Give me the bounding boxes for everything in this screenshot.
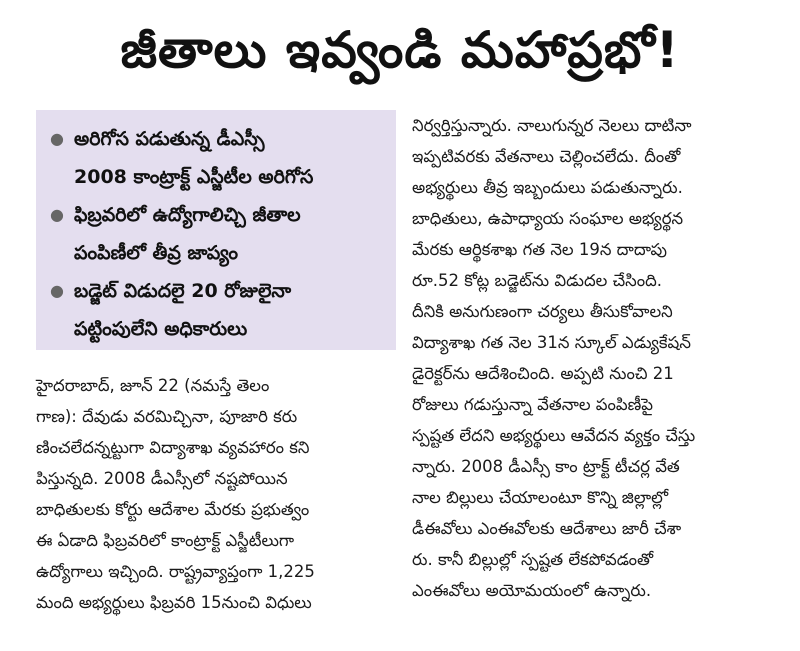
headline: జీతాలు ఇవ్వండి మహాప్రభో! [120,21,680,79]
article-body-left: హైదరాబాద్, జూన్ 22 (నమస్తే తెలం గాణ): దేవుడు వరమిచ్చినా, పూజారి కరు ణించలేదన్నట్టుగా విద్యాశాఖ వ్యవహారం కని పిస్తున్నది. 2008 డీఎస్సీలో నష్టపోయిన బాధితులకు కోర్టు ఆదేశాల మేరకు ప్రభుత్వం ఈ ఏడాది ఫిబ్రవరిలో కాంట్రాక్ట్ ఎస్జీటీలుగా ఉద్యోగాలు ఇచ్చింది. రాష్ట్రవ్యాప్తంగా 1,225 మంది అభ్యర్థులు ఫిబ్రవరి 15నుంచి విధులు [36,376,315,612]
right-column [412,110,776,606]
highlight-item [50,272,386,348]
highlight-text: బడ్జెట్ విడుదలై 20 రోజులైనా పట్టింపులేని అధికారులు [74,280,292,340]
left-column [36,110,396,618]
bullet-dot-icon: ● [50,129,64,148]
highlight-text: ఫిబ్రవరిలో ఉద్యోగాలిచ్చి జీతాల పంపిణీలో తీవ్ర జాప్యం [74,204,301,264]
article-body-right: నిర్వర్తిస్తున్నారు. నాలుగున్నర నెలలు దాటినా ఇప్పటివరకు వేతనాలు చెల్లించలేదు. దీంతో అభ్యర్థులు తీవ్ర ఇబ్బందులు పడుతున్నారు. బాధితులు, ఉపాధ్యాయ సంఘాల అభ్యర్థన మేరకు ఆర్థికశాఖ గత నెల 19న దాదాపు రూ.52 కోట్ల బడ్జెట్‌ను విడుదల చేసింది. దీనికి అనుగుణంగా చర్యలు తీసుకోవాలని విద్యాశాఖ గత నెల 31న స్కూల్ ఎడ్యుకేషన్ డైరెక్టర్‌ను ఆదేశించింది. అప్పటి నుంచి 21 రోజులు గడుస్తున్నా వేతనాల పంపిణీపై స్పష్టత లేదని అభ్యర్థులు ఆవేదన వ్యక్తం చేస్తు న్నారు. 2008 డీఎస్సీ కాం ట్రాక్ట్ టీచర్ల వేత నాల బిల్లులు చేయాలంటూ కొన్ని జిల్లాల్లో డీఈవోలు ఎంఈవోలకు ఆదేశాలు జారీ చేశా రు. కానీ బిల్లుల్లో స్పష్టత లేకపోవడంతో ఎంఈవోలు అయోమయంలో ఉన్నారు. [412,116,696,600]
highlight-item [50,120,386,196]
highlights-box [36,110,396,350]
highlight-item [50,196,386,272]
bullet-dot-icon: ● [50,281,64,300]
bullet-dot-icon: ● [50,205,64,224]
highlight-text: అరిగోస పడుతున్న డీఎస్సీ 2008 కాంట్రాక్ట్ ఎస్జీటీల అరిగోస [74,128,314,188]
